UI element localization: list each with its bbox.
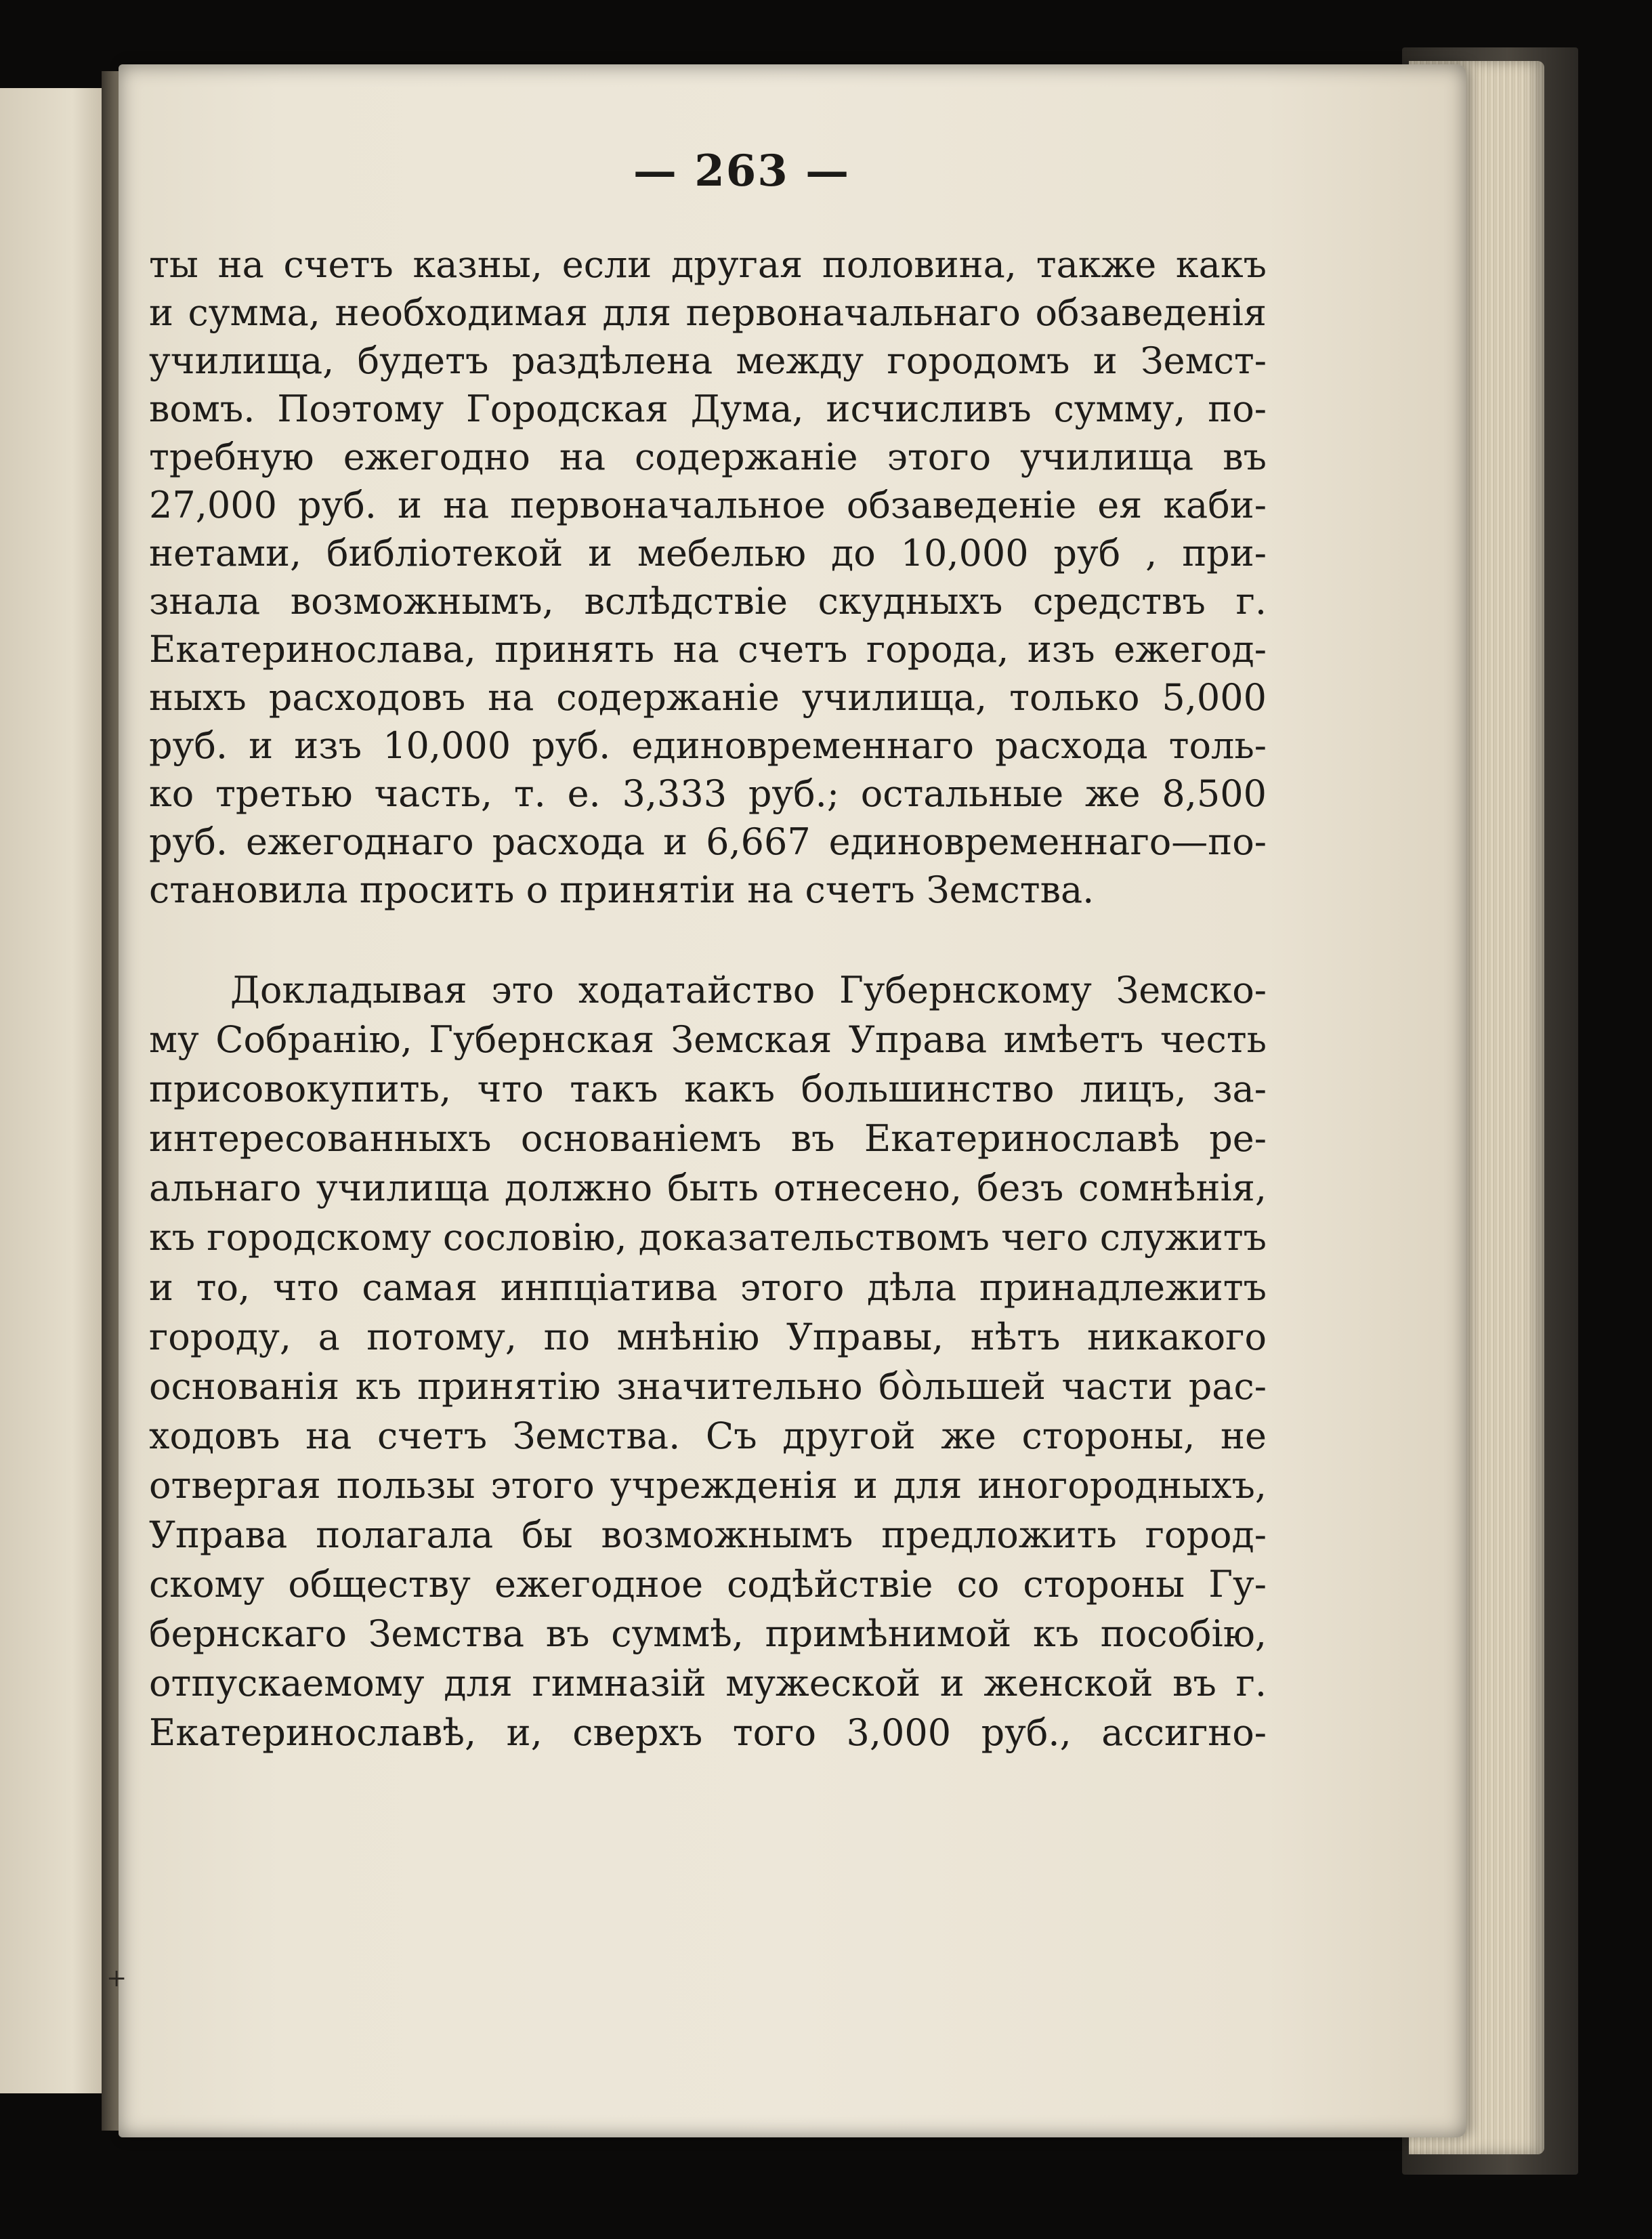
text-line: Управа полагала бы возможнымъ предложить город-: [149, 1513, 1267, 1557]
text-line: интересованныхъ основаніемъ въ Екатеринославѣ ре-: [149, 1117, 1267, 1160]
left-page-edge: [0, 88, 115, 2093]
text-line: ныхъ расходовъ на содержаніе училища, только 5,000: [149, 676, 1267, 719]
text-line: основанія къ принятію значительно бо̀льшей части рас-: [149, 1364, 1267, 1408]
text-line: училища, будетъ раздѣлена между городомъ и Земст-: [149, 339, 1267, 382]
paragraph-1: [149, 240, 1267, 914]
text-line: руб. и изъ 10,000 руб. единовременнаго расхода толь-: [149, 724, 1267, 767]
text-line: ты на счетъ казны, если другая половина, также какъ: [149, 243, 1267, 286]
text-line: 27,000 руб. и на первоначальное обзаведеніе ея каби-: [149, 484, 1267, 526]
page-number: — 263 —: [633, 146, 851, 196]
text-line: становила просить о принятіи на счетъ Земства.: [149, 869, 1095, 911]
text-line: ко третью часть, т. е. 3,333 руб.; остальные же 8,500: [149, 772, 1267, 815]
text-line: и то, что самая инпціатива этого дѣла принадлежитъ: [149, 1265, 1267, 1309]
text-line: Екатеринославѣ, и, сверхъ того 3,000 руб., ассигно-: [149, 1711, 1267, 1755]
text-line: Докладывая это ходатайство Губернскому Земско-: [230, 969, 1267, 1011]
text-line: вомъ. Поэтому Городская Дума, исчисливъ сумму, по-: [149, 388, 1267, 430]
paragraph-2: [149, 965, 1267, 1758]
text-line: Екатеринослава, принять на счетъ города, изъ ежегод-: [149, 628, 1267, 671]
text-line: къ городскому сословію, доказательствомъ чего служитъ: [149, 1216, 1267, 1259]
text-line: отвергая пользы этого учрежденія и для иногородныхъ,: [149, 1463, 1267, 1507]
text-line: и сумма, необходимая для первоначальнаго обзаведенія: [149, 291, 1267, 334]
text-line: присовокупить, что такъ какъ большинство лицъ, за-: [149, 1068, 1267, 1111]
text-line: руб. ежегоднаго расхода и 6,667 единовременнаго—по-: [149, 820, 1267, 863]
text-line: скому обществу ежегодное содѣйствіе со стороны Гу-: [149, 1563, 1267, 1606]
text-line: ходовъ на счетъ Земства. Съ другой же стороны, не: [149, 1414, 1267, 1457]
text-line: бернскаго Земства въ суммѣ, примѣнимой къ пособію,: [149, 1612, 1267, 1656]
text-line: городу, а потому, по мнѣнію Управы, нѣтъ никакого: [149, 1315, 1267, 1358]
text-line: му Собранію, Губернская Земская Управа имѣетъ честь: [149, 1018, 1267, 1062]
text-line: альнаго училища должно быть отнесено, безъ сомнѣнія,: [149, 1167, 1267, 1210]
text-line: требную ежегодно на содержаніе этого училища въ: [149, 436, 1267, 478]
text-line: нетами, библіотекой и мебелью до 10,000 руб , при-: [149, 532, 1267, 574]
text-line: отпускаемому для гимназій мужеской и женской въ г.: [149, 1662, 1267, 1705]
margin-mark: +: [106, 1965, 127, 1992]
text-line: знала возможнымъ, вслѣдствіе скудныхъ средствъ г.: [149, 580, 1267, 623]
